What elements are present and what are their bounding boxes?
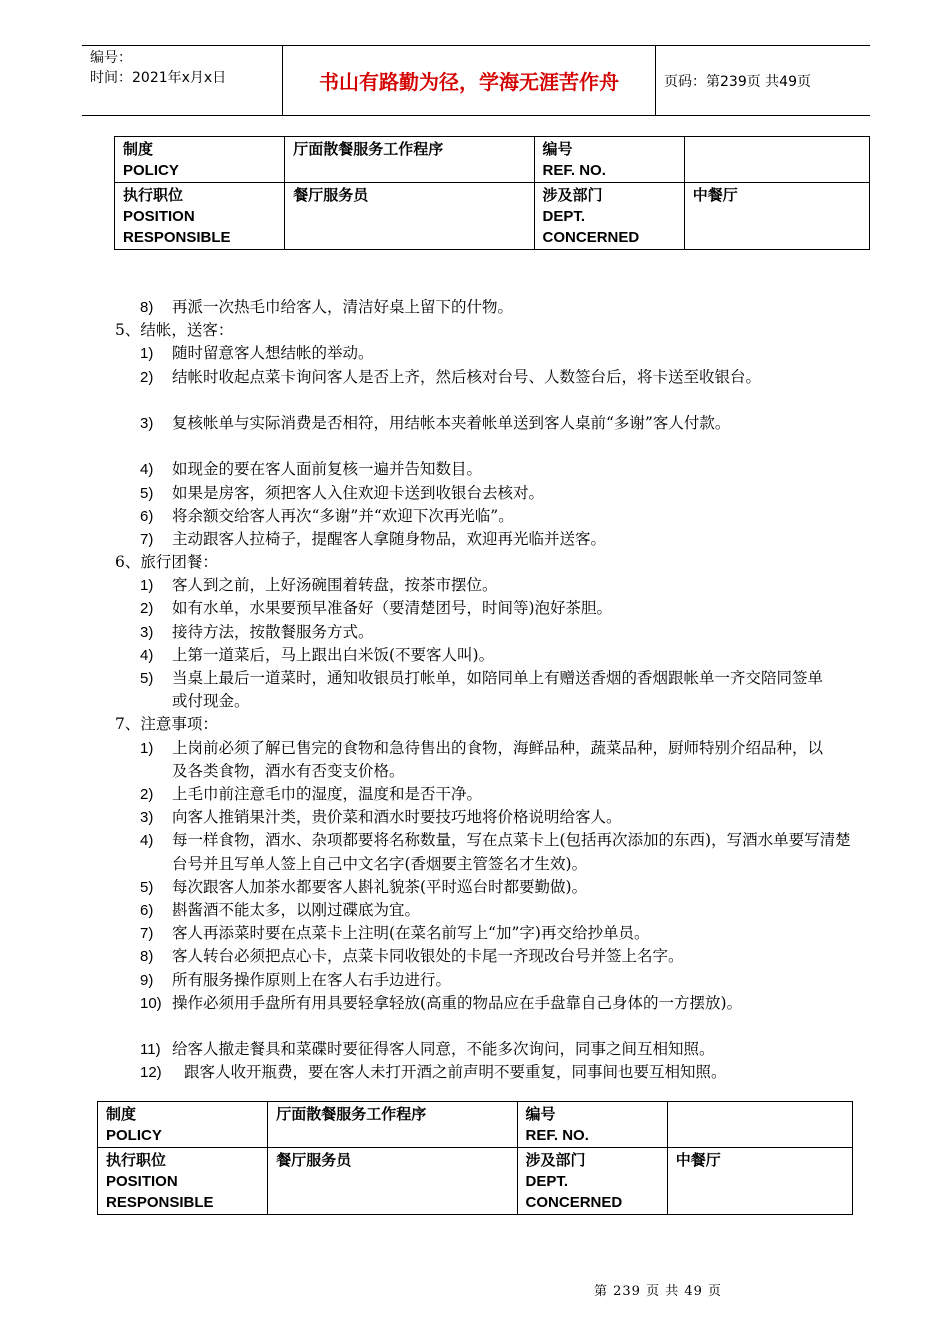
policy-cell <box>115 137 285 183</box>
ref-value <box>684 137 869 183</box>
dept-en2: CONCERNED <box>542 229 640 246</box>
ref-cn: 编号 <box>525 1105 556 1123</box>
list-item: 10) 操作必须用手盘所有用具要轻拿轻放(高重的物品应在手盘靠自己身体的一方摆放)。 <box>140 993 743 1012</box>
position-en2: RESPONSIBLE <box>106 1194 214 1211</box>
position-cn: 执行职位 <box>123 186 184 204</box>
position-en1: POSITION <box>123 208 195 225</box>
list-item: 6) 将余额交给客人再次“多谢”并“欢迎下次再光临”。 <box>140 506 514 525</box>
list-item: 4) 每一样食物，酒水、杂项都要将名称数量，写在点菜卡上(包括再次添加的东西)，写酒水单要写清楚台号并且写单人签上自己中文名字(香烟要主管签名才生效)。 <box>140 831 851 873</box>
policy-table-top <box>114 136 870 250</box>
serial-label: 编号： <box>90 50 132 66</box>
position-en1: POSITION <box>106 1173 178 1190</box>
ref-en: REF. NO. <box>542 162 606 179</box>
header-motto: 书山有路勤为径，学海无涯苦作舟 <box>282 46 656 115</box>
dept-cn: 涉及部门 <box>525 1151 586 1169</box>
header-meta <box>82 46 282 115</box>
list-item: 1) 上岗前必须了解已售完的食物和急待售出的食物，海鲜品种，蔬菜品种，厨师特别介绍品种，以及各类食物，酒水有否变支价格。 <box>140 738 824 780</box>
dept-cell <box>534 183 684 250</box>
position-value: 餐厅服务员 <box>285 183 534 250</box>
dept-en1: DEPT. <box>525 1173 569 1190</box>
list-item: 8) 再派一次热毛巾给客人，清洁好桌上留下的什物。 <box>140 298 514 316</box>
section-title-5: 5、结帐，送客： <box>115 321 234 340</box>
list-item: 4) 上第一道菜后，马上跟出白米饭(不要客人叫)。 <box>140 645 495 664</box>
list-item: 2) 结帐时收起点菜卡询问客人是否上齐，然后核对台号、人数签台后，将卡送至收银台。 <box>140 367 762 386</box>
dept-value: 中餐厅 <box>684 183 869 250</box>
list-item: 3) 接待方法，按散餐服务方式。 <box>140 622 374 641</box>
dept-cell <box>517 1148 667 1215</box>
list-item: 9) 所有服务操作原则上在客人右手边进行。 <box>140 970 452 989</box>
position-cell <box>98 1148 268 1215</box>
list-item: 5) 如果是房客，须把客人入住欢迎卡送到收银台去核对。 <box>140 483 545 502</box>
policy-en: POLICY <box>106 1127 162 1144</box>
dept-en1: DEPT. <box>542 208 586 225</box>
list-item: 3) 复核帐单与实际消费是否相符，用结帐本夹着帐单送到客人桌前“多谢”客人付款。 <box>140 413 731 432</box>
list-item: 11) 给客人撤走餐具和菜碟时要征得客人同意，不能多次询问，同事之间互相知照。 <box>140 1040 715 1059</box>
policy-cn: 制度 <box>106 1105 137 1123</box>
ref-cn: 编号 <box>542 140 573 158</box>
ref-en: REF. NO. <box>525 1127 589 1144</box>
list-item: 1) 客人到之前，上好汤碗围着转盘，按茶市摆位。 <box>140 576 498 595</box>
list-item: 3) 向客人推销果汁类，贵价菜和酒水时要技巧地将价格说明给客人。 <box>140 808 622 827</box>
dept-cn: 涉及部门 <box>542 186 603 204</box>
policy-cell <box>98 1102 268 1148</box>
page-footer: 第 239 页 共 49 页 <box>594 1284 723 1299</box>
list-item: 4) 如现金的要在客人面前复核一遍并告知数目。 <box>140 460 483 479</box>
list-item: 12) 跟客人收开瓶费，要在客人未打开酒之前声明不要重复，同事间也要互相知照。 <box>140 1063 727 1082</box>
list-item: 6) 斟酱酒不能太多，以刚过碟底为宜。 <box>140 900 421 919</box>
list-item: 8) 客人转台必须把点心卡，点菜卡同收银处的卡尾一齐现改台号并签上名字。 <box>140 947 684 966</box>
policy-en: POLICY <box>123 162 179 179</box>
ref-value <box>667 1102 852 1148</box>
procedure-body <box>0 296 950 1084</box>
policy-title: 厅面散餐服务工作程序 <box>268 1102 517 1148</box>
time-label: 时间：2021年x月x日 <box>90 70 227 86</box>
list-item: 7) 主动跟客人拉椅子，提醒客人拿随身物品，欢迎再光临并送客。 <box>140 529 607 548</box>
ref-cell <box>534 137 684 183</box>
list-item: 1) 随时留意客人想结帐的举动。 <box>140 344 374 363</box>
list-item: 5) 当桌上最后一道菜时，通知收银员打帐单，如陪同单上有赠送香烟的香烟跟帐单一齐交陪同签单或付现金。 <box>140 669 824 711</box>
ref-cell <box>517 1102 667 1148</box>
position-cn: 执行职位 <box>106 1151 167 1169</box>
section-title-6: 6、旅行团餐： <box>115 553 218 572</box>
list-item: 7) 客人再添菜时要在点菜卡上注明(在菜名前写上“加”字)再交给抄单员。 <box>140 924 650 943</box>
dept-en2: CONCERNED <box>525 1194 623 1211</box>
list-item: 5) 每次跟客人加茶水都要客人斟礼貌茶(平时巡台时都要勤做)。 <box>140 877 588 896</box>
position-cell <box>115 183 285 250</box>
dept-value: 中餐厅 <box>667 1148 852 1215</box>
page-header <box>82 45 870 116</box>
header-page-label: 页码：第239页 共49页 <box>664 73 811 90</box>
section-title-7: 7、注意事项： <box>115 715 218 734</box>
policy-table-bottom <box>97 1101 853 1215</box>
list-item: 2) 上毛巾前注意毛巾的湿度，温度和是否干净。 <box>140 785 483 803</box>
policy-title: 厅面散餐服务工作程序 <box>285 137 534 183</box>
policy-cn: 制度 <box>123 140 154 158</box>
position-en2: RESPONSIBLE <box>123 229 231 246</box>
position-value: 餐厅服务员 <box>268 1148 517 1215</box>
list-item: 2) 如有水单，水果要预早准备好（要清楚团号，时间等)泡好茶胆。 <box>140 599 613 618</box>
